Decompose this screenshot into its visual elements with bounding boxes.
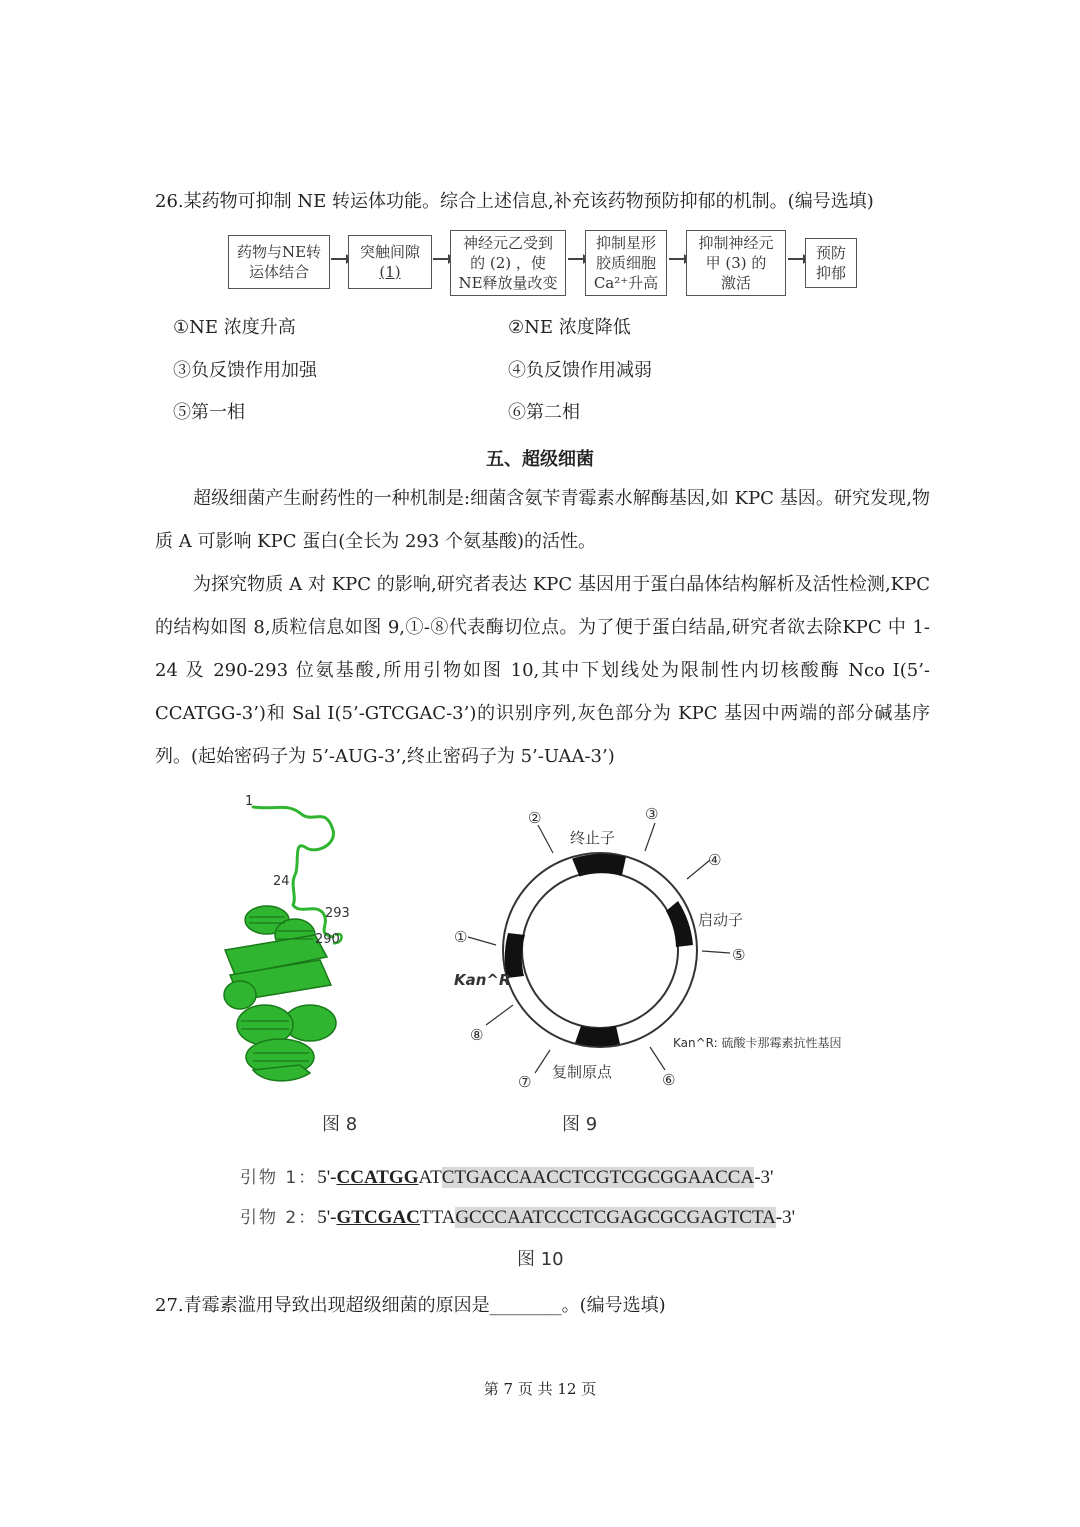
primer-2-kpc-sequence: GCCCAATCCCTCGAGCGCGAGTCTA: [455, 1207, 776, 1228]
fig8-protein-structure: [205, 785, 415, 1095]
flow-box-2: [348, 235, 432, 289]
flow-box-3-line-2[interactable]: 的 (2) ，使: [470, 254, 546, 272]
paragraph-2: 为探究物质 A 对 KPC 的影响,研究者表达 KPC 基因用于蛋白晶体结构解析及活性检测,KPC 的结构如图 8,质粒信息如图 9,①-⑧代表酶切位点。为了便于蛋白结晶,研究者欲去除KPC 中 1-24 及 290-293 位氨基酸,所用引物如图 10,其中下划线处为限制性内切核酸酶 Nco I(5’-CCATGG-3’)和 Sal I(5’-GTCGAC-3’)的识别序列,灰色部分为 KPC 基因中两端的部分碱基序列。(起始密码子为 5’-AUG-3’,终止密码子为 5’-UAA-3’): [155, 574, 930, 767]
fig9-caption: 图 9: [562, 1114, 598, 1135]
fig8-helix-f: [224, 981, 256, 1009]
fig9-ori-block: [575, 1026, 620, 1046]
fig9-terminator-block: [572, 854, 626, 877]
flow-arrow-2: [433, 258, 449, 260]
flow-box-3-line-1: 神经元乙受到: [462, 234, 553, 252]
fig8-caption: 图 8: [322, 1114, 358, 1135]
question-27-text: 27.青霉素滥用导致出现超级细菌的原因是________。(编号选填): [155, 1295, 666, 1316]
fig8-label-1: 1: [245, 794, 254, 809]
flow-box-5: [686, 230, 786, 296]
option-2[interactable]: ②NE 浓度降低: [508, 317, 631, 338]
primer-2-sali-site: GTCGAC: [336, 1207, 420, 1228]
flow-arrow-4: [669, 258, 685, 260]
flow-box-5-line-1: 抑制神经元: [698, 234, 774, 252]
option-4[interactable]: ④负反馈作用减弱: [508, 360, 652, 381]
fig10-caption: 图 10: [517, 1249, 564, 1270]
flow-box-1-line-1: 药物与NE转: [236, 243, 322, 261]
fig9-legend: Kan^R: 硫酸卡那霉素抗性基因: [673, 1036, 842, 1050]
primer-1-kpc-sequence: CTGACCAACCTCGTCGCGGAACCA: [441, 1167, 755, 1188]
flow-box-1-line-2: 运体结合: [248, 263, 309, 281]
primer-1: [240, 1163, 773, 1189]
option-5[interactable]: ⑤第一相: [173, 402, 245, 423]
flow-box-4: [585, 230, 667, 296]
flow-box-3: [450, 230, 566, 296]
page-footer: 第 7 页 共 12 页: [483, 1380, 597, 1398]
paragraph-1: 超级细菌产生耐药性的一种机制是:细菌含氨苄青霉素水解酶基因,如 KPC 基因。研究发现,物质 A 可影响 KPC 蛋白(全长为 293 个氨基酸)的活性。: [155, 488, 930, 552]
fig8-n-terminal-loop: [253, 807, 333, 905]
flow-box-1: [228, 235, 330, 289]
fig9-pointer-5: [702, 951, 730, 953]
flow-arrow-3: [568, 258, 584, 260]
primer-2-label: 引物 2：: [240, 1208, 318, 1228]
primer-1-suffix: -3': [754, 1167, 774, 1188]
fig9-site-3[interactable]: ③: [645, 805, 659, 823]
option-6[interactable]: ⑥第二相: [508, 402, 580, 423]
fig9-pointer-7: [535, 1050, 550, 1073]
flow-box-5-line-3: 激活: [720, 274, 751, 292]
flow-box-2-line-1: 突触间隙: [359, 243, 420, 261]
question-26-text: 26.某药物可抑制 NE 转运体功能。综合上述信息,补充该药物预防抑郁的机制。(编号选填): [155, 191, 874, 212]
fig9-site-2[interactable]: ②: [528, 809, 542, 827]
mechanism-flowchart: [228, 230, 856, 296]
flow-box-6-line-2: 抑郁: [815, 264, 846, 282]
fig9-pointer-6: [650, 1047, 665, 1070]
flow-box-3-line-3: NE释放量改变: [458, 274, 558, 292]
fig9-site-5[interactable]: ⑤: [732, 946, 746, 964]
body-text: [155, 477, 930, 778]
primer-1-label: 引物 1：: [240, 1168, 318, 1188]
primer-2-suffix: -3': [775, 1207, 796, 1228]
flow-box-6-line-1: 预防: [815, 244, 846, 262]
fig8-label-293: 293: [325, 906, 350, 921]
fig9-plasmid-map: [440, 795, 880, 1095]
fig9-pointer-2: [538, 825, 553, 853]
fig9-ori-label: 复制原点: [552, 1063, 613, 1081]
flow-box-6: [805, 238, 857, 288]
fig8-label-24: 24: [273, 874, 290, 889]
fig9-pointer-4: [687, 860, 710, 879]
fig8-label-290: 290: [315, 932, 340, 947]
fig9-site-6[interactable]: ⑥: [662, 1071, 676, 1089]
fig9-inner-ring: [522, 872, 678, 1028]
fig9-kanr-label: Kan^R: [454, 971, 511, 989]
flow-box-5-line-2[interactable]: 甲 (3) 的: [705, 254, 767, 272]
fig9-promoter-block: [666, 901, 693, 947]
fig9-site-4[interactable]: ④: [708, 851, 722, 869]
primer-2-spacer: TTA: [419, 1207, 456, 1228]
fig9-pointer-3: [645, 823, 655, 851]
flow-box-4-line-2: 胶质细胞: [595, 254, 656, 272]
primer-2-prefix: 5'-: [317, 1207, 337, 1228]
fig9-site-1[interactable]: ①: [454, 928, 468, 946]
fig9-promoter-label: 启动子: [698, 911, 744, 929]
fig9-pointer-1: [468, 937, 496, 945]
primer-1-prefix: 5'-: [317, 1167, 337, 1188]
fig9-site-8[interactable]: ⑧: [470, 1026, 484, 1044]
fig9-outer-ring: [503, 853, 697, 1047]
flow-blank-1[interactable]: (1): [379, 263, 401, 281]
primer-1-spacer: AT: [418, 1167, 442, 1188]
flow-box-4-line-3: Ca²⁺升高: [593, 274, 659, 292]
primer-2: [240, 1203, 795, 1229]
primer-1-ncoi-site: CCATGG: [336, 1167, 419, 1188]
flow-box-4-line-1: 抑制星形: [595, 234, 656, 252]
section-title: 五、超级细菌: [486, 449, 594, 470]
fig9-pointer-8: [486, 1005, 513, 1025]
flow-arrow-1: [331, 258, 347, 260]
flow-arrow-5: [788, 258, 804, 260]
option-1[interactable]: ①NE 浓度升高: [173, 317, 296, 338]
fig9-terminator-label: 终止子: [570, 829, 616, 847]
fig9-site-7[interactable]: ⑦: [518, 1073, 532, 1091]
option-3[interactable]: ③负反馈作用加强: [173, 360, 317, 381]
